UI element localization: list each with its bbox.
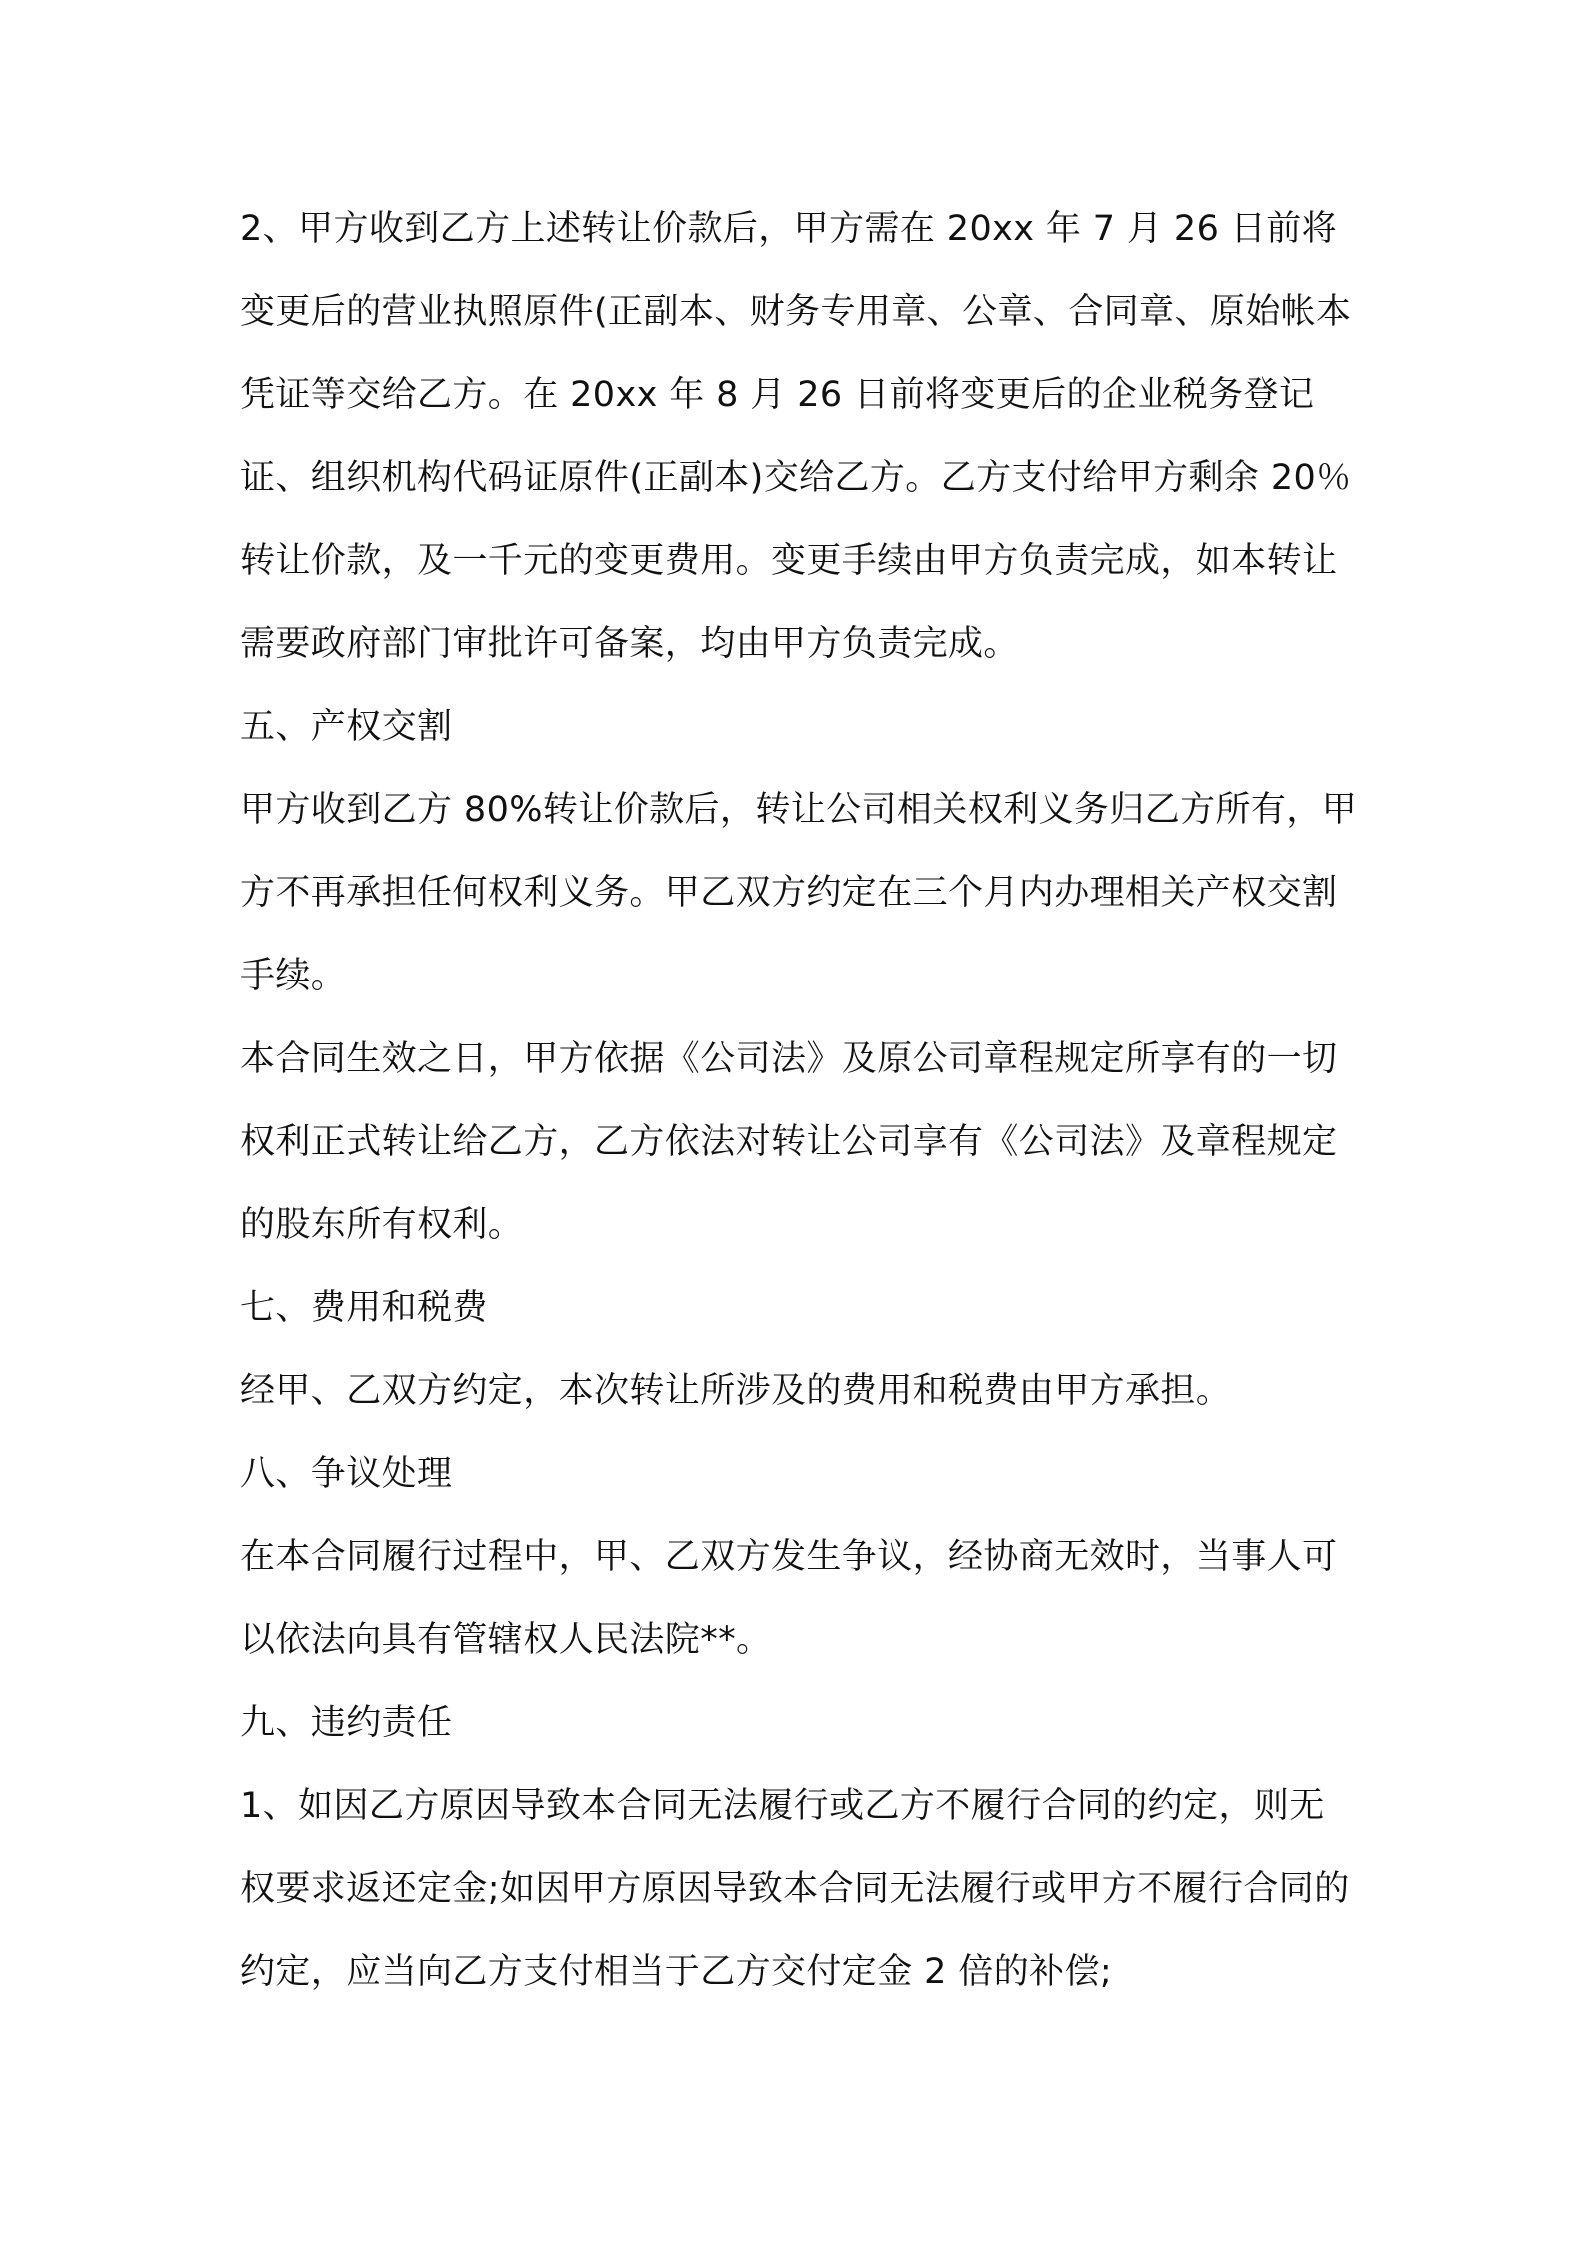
section-8-body-paragraph: 在本合同履行过程中，甲、乙双方发生争议，经协商无效时，当事人可以依法向具有管辖权人民法院**。 — [240, 1537, 1338, 1660]
section-8-title: 八、争议处理 — [240, 1454, 453, 1494]
clause-2-delivery-paragraph: 2、甲方收到乙方上述转让价款后，甲方需在 20xx 年 7 月 26 日前将变更后的营业执照原件(正副本、财务专用章、公章、合同章、原始帐本凭证等交给乙方。在 20xx 年 8 月 26 日前将变更后的企业税务登记证、组织机构代码证原件(正副本)交给乙方。乙方支付给甲方剩余 20％转让价款，及一千元的变更费用。变更手续由甲方负责完成，如本转让需要政府部门审批许可备案，均由甲方负责完成。 — [240, 209, 1352, 664]
section-5-title: 五、产权交割 — [240, 707, 453, 747]
section-7-body-paragraph: 经甲、乙双方约定，本次转让所涉及的费用和税费由甲方承担。 — [240, 1371, 1232, 1411]
section-5-body-paragraph-2: 本合同生效之日，甲方依据《公司法》及原公司章程规定所享有的一切权利正式转让给乙方，乙方依法对转让公司享有《公司法》及章程规定的股东所有权利。 — [240, 1039, 1338, 1245]
section-5-body-paragraph-1: 甲方收到乙方 80%转让价款后，转让公司相关权利义务归乙方所有，甲方不再承担任何权利义务。甲乙双方约定在三个月内办理相关产权交割手续。 — [240, 790, 1358, 996]
document-body — [240, 188, 1360, 2014]
section-9-title: 九、违约责任 — [240, 1703, 453, 1743]
section-9-clause-1-paragraph: 1、如因乙方原因导致本合同无法履行或乙方不履行合同的约定，则无权要求返还定金;如因甲方原因导致本合同无法履行或甲方不履行合同的约定，应当向乙方支付相当于乙方交付定金 2 倍的补偿; — [240, 1786, 1350, 1992]
section-7-title: 七、费用和税费 — [240, 1288, 488, 1328]
